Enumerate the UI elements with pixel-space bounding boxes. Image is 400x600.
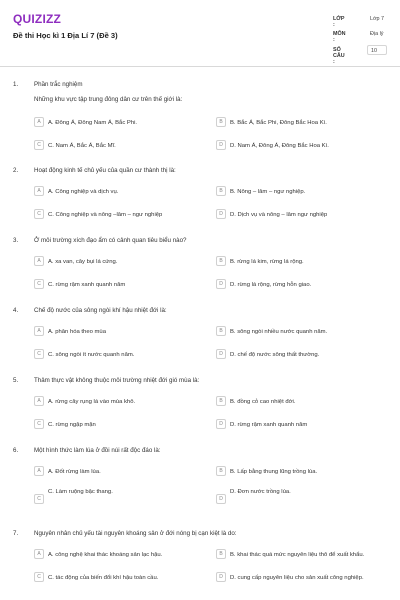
option-letter-badge: C bbox=[34, 419, 44, 429]
option-letter-badge: B bbox=[216, 396, 226, 406]
option-letter-badge: A bbox=[34, 117, 44, 127]
option-text: B. khai thác quá mức nguyên liệu thô để xuất khẩu. bbox=[230, 552, 365, 558]
option-letter-badge: B bbox=[216, 256, 226, 266]
option-letter-badge: D bbox=[216, 349, 226, 359]
question-text: Một hình thức làm lúa ở đồi núi rất độc đáo là: bbox=[34, 447, 161, 454]
page-title: Đề thi Học kì 1 Địa Lí 7 (Đề 3) bbox=[13, 31, 118, 40]
option-text: D. Đơn nước trồng lúa. bbox=[230, 489, 291, 495]
question-text: Phần trắc nghiệm bbox=[34, 81, 83, 88]
option-text: A. Đốt rừng làm lúa. bbox=[48, 469, 101, 475]
option-letter-badge: C bbox=[34, 572, 44, 582]
option-letter-badge: A bbox=[34, 186, 44, 196]
option-letter-badge: C bbox=[34, 140, 44, 150]
option-letter-badge: B bbox=[216, 549, 226, 559]
option-letter-badge: D bbox=[216, 279, 226, 289]
meta-class-label: LỚP : bbox=[333, 16, 345, 28]
option-letter-badge: A bbox=[34, 396, 44, 406]
option-text: B. Nông – lâm – ngư nghiệp. bbox=[230, 189, 306, 195]
option-text: D. rừng rậm xanh quanh năm bbox=[230, 422, 308, 428]
question-text: Hoạt động kinh tế chủ yếu của quần cư thành thị là: bbox=[34, 167, 176, 174]
option-letter-badge: B bbox=[216, 466, 226, 476]
option-text: D. Dịch vụ và nông – lâm ngư nghiệp bbox=[230, 212, 328, 218]
question-number: 5. bbox=[13, 377, 19, 384]
question-text: Thảm thực vật không thuộc môi trường nhiệt đới gió mùa là: bbox=[34, 377, 200, 384]
option-text: B. sông ngòi nhiều nước quanh năm. bbox=[230, 329, 328, 335]
option-text: C. Làm ruộng bậc thang. bbox=[48, 489, 113, 495]
option-text: D. Nam Á, Đông Á, Đông Bắc Hoa Kì. bbox=[230, 143, 329, 149]
option-text: B. Bắc Á, Bắc Phi, Đông Bắc Hoa Kì. bbox=[230, 120, 327, 126]
question-subtext: Những khu vực tập trung đông dân cư trên thế giới là: bbox=[34, 96, 183, 103]
option-text: C. tác động của biến đổi khí hậu toàn cầu. bbox=[48, 575, 159, 581]
option-text: B. Lấp bằng thung lũng trồng lúa. bbox=[230, 469, 318, 475]
option-letter-badge: D bbox=[216, 572, 226, 582]
meta-subject-label: MÔN : bbox=[333, 31, 346, 43]
option-letter-badge: D bbox=[216, 419, 226, 429]
option-text: B. đồng cỏ cao nhiệt đới. bbox=[230, 399, 296, 405]
question-number: 4. bbox=[13, 307, 19, 314]
meta-count-label: SỐ CÂU : bbox=[333, 47, 345, 65]
option-text: A. phân hóa theo mùa bbox=[48, 329, 106, 335]
question-number: 6. bbox=[13, 447, 19, 454]
option-text: D. rừng lá rộng, rừng hỗn giao. bbox=[230, 282, 312, 288]
option-text: D. chế độ nước sông thất thường. bbox=[230, 352, 320, 358]
option-text: A. Công nghiệp và dịch vụ. bbox=[48, 189, 119, 195]
option-letter-badge: D bbox=[216, 209, 226, 219]
question-text: Chế độ nước của sông ngòi khí hậu nhiệt đới là: bbox=[34, 307, 167, 314]
option-letter-badge: A bbox=[34, 256, 44, 266]
header-divider bbox=[0, 66, 400, 67]
option-text: C. rừng ngập mặn bbox=[48, 422, 96, 428]
option-text: A. rừng cây rụng lá vào mùa khô. bbox=[48, 399, 136, 405]
question-number: 7. bbox=[13, 530, 19, 537]
option-letter-badge: B bbox=[216, 326, 226, 336]
option-text: B. rừng lá kim, rừng lá rộng. bbox=[230, 259, 304, 265]
option-letter-badge: C bbox=[34, 494, 44, 504]
option-letter-badge: D bbox=[216, 494, 226, 504]
option-letter-badge: D bbox=[216, 140, 226, 150]
option-letter-badge: B bbox=[216, 186, 226, 196]
question-text: Ở môi trường xích đạo ẩm có cảnh quan tiêu biểu nào? bbox=[34, 237, 187, 244]
option-text: C. Công nghiệp và nông –lâm – ngư nghiệp bbox=[48, 212, 163, 218]
option-letter-badge: A bbox=[34, 466, 44, 476]
option-text: C. Nam Á, Bắc Á, Bắc Mĩ. bbox=[48, 143, 116, 149]
question-text: Nguyên nhân chủ yếu tài nguyên khoáng sản ở đới nóng bị cạn kiệt là do: bbox=[34, 530, 237, 537]
option-letter-badge: C bbox=[34, 279, 44, 289]
option-text: A. xa van, cây bụi lá cứng. bbox=[48, 259, 118, 265]
option-text: C. sông ngòi ít nước quanh năm. bbox=[48, 352, 135, 358]
option-letter-badge: A bbox=[34, 549, 44, 559]
option-letter-badge: C bbox=[34, 209, 44, 219]
option-text: D. cung cấp nguyên liệu cho sản xuất công nghiệp. bbox=[230, 575, 364, 581]
option-text: A. Đông Á, Đông Nam Á, Bắc Phi. bbox=[48, 120, 138, 126]
meta-subject-value: Địa lý bbox=[367, 29, 387, 39]
meta-class-value: Lớp 7 bbox=[367, 14, 387, 24]
option-letter-badge: B bbox=[216, 117, 226, 127]
meta-count-value: 10 bbox=[367, 45, 387, 55]
question-number: 3. bbox=[13, 237, 19, 244]
option-text: A. công nghệ khai thác khoáng sản lạc hậu. bbox=[48, 552, 163, 558]
question-number: 1. bbox=[13, 81, 19, 88]
option-text: C. rừng rậm xanh quanh năm bbox=[48, 282, 126, 288]
question-number: 2. bbox=[13, 167, 19, 174]
quizizz-logo: QUIZIZZ bbox=[13, 12, 62, 26]
option-letter-badge: A bbox=[34, 326, 44, 336]
option-letter-badge: C bbox=[34, 349, 44, 359]
